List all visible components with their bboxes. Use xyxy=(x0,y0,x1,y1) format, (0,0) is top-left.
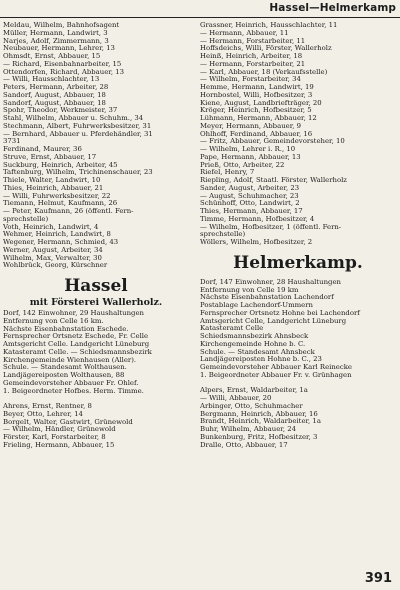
entry-line: Schünhoff, Otto, Landwirt, 2 xyxy=(200,199,300,208)
entry-line: Pape, Hermann, Abbauer, 13 xyxy=(200,152,301,161)
entry-line: — Hermann, Forstarbeiter, 11 xyxy=(200,36,306,45)
entry-line: — Wilhelm, Forstarbeiter, 34 xyxy=(200,75,301,84)
entry-line: Riepling, Adolf, Staatl. Förster, Wallerholz xyxy=(200,176,347,184)
entry-line: Thies, Heinrich, Abbauer, 21 xyxy=(3,183,104,192)
entry-line: Bergmann, Heinrich, Abbauer, 16 xyxy=(200,409,318,418)
right-column xyxy=(200,22,396,449)
entry-line: Grassner, Heinrich, Hausschlachter, 11 xyxy=(200,22,338,29)
entry-line: Spohr, Theodor, Werkmeister, 37 xyxy=(3,106,118,115)
entry-line: — Fritz, Abbauer, Gemeindevorsteher, 10 xyxy=(200,137,345,146)
entry-line: — Wilhelm, Hofbesitzer, 1 (öffentl. Fern- xyxy=(200,222,342,231)
entry-line: Thiele, Walter, Landwirt, 10 xyxy=(3,176,101,184)
entry-line: Sandorf, August, Abbauer, 18 xyxy=(3,98,106,107)
entry-line: Arbinger, Otto, Schuhmacher xyxy=(200,401,303,410)
entry-line: — Wilhelm, Lehrer i. R., 10 xyxy=(200,145,296,153)
helmerkamp-entries xyxy=(200,279,396,450)
entry-line: — Willi, Fuhrwerksbesitzer, 22 xyxy=(3,191,111,200)
entry-line: Peters, Hermann, Arbeiter, 28 xyxy=(3,83,109,91)
entry-line: Landjägereiposten Wolthausen, 88 xyxy=(3,371,125,379)
entry-line: Bunkenburg, Fritz, Hofbesitzer, 3 xyxy=(200,432,318,441)
entry-line: Heinß, Heinrich, Arbeiter, 18 xyxy=(200,52,303,60)
entry-line: Timme, Hermann, Hofbesitzer, 4 xyxy=(200,214,315,223)
entry-line: Neubauer, Hermann, Lehrer, 13 xyxy=(3,44,115,53)
entry-line: Ohmsdt, Ernst, Abbauer, 15 xyxy=(3,52,101,60)
entry-line: 3731 xyxy=(3,137,21,146)
entry-line: Thies, Hermann, Abbauer, 17 xyxy=(200,207,303,215)
entry-line: 1. Beigeordneter Abbauer Fr. v. Grünhagen xyxy=(200,370,352,379)
entry-line: — Peter, Kaufmann, 26 (öffentl. Fern- xyxy=(3,207,134,215)
entry-line: Schule. — Standesamt Ahnsbeck xyxy=(200,347,315,356)
entry-line: Hoffsdeichs, Willi, Förster, Wallerholz xyxy=(200,44,332,53)
entry-line: Förster, Karl, Forstarbeiter, 8 xyxy=(3,433,106,441)
entry-line: Landjägereiposten Hohne b. C., 23 xyxy=(200,355,322,364)
entry-line: Postablage Lachendorf-Ummern xyxy=(200,301,313,309)
entry-line: Stahl, Wilhelm, Abbauer u. Schuhm., 34 xyxy=(3,114,144,122)
directory-list-top-right xyxy=(200,22,396,247)
entry-line: Lühmann, Hermann, Abbauer, 12 xyxy=(200,114,317,122)
entry-line: Fernsprecher Ortsnetz Eschede, Fr. Celle xyxy=(3,332,149,341)
entry-line: Nächste Eisenbahnstation Lachendorf xyxy=(200,293,334,302)
entry-line: Ferdinand, Maurer, 36 xyxy=(3,145,82,153)
page-number: 391 xyxy=(364,571,392,586)
entry-line: Frieling, Hermann, Abbauer, 15 xyxy=(3,440,115,449)
entry-line: Gemeindevorsteher Abbauer Fr. Ohlef. xyxy=(3,378,139,387)
entry-line: Wehmer, Heinrich, Landwirt, 8 xyxy=(3,230,111,239)
entry-line: Stechmann, Albert, Fuhrwerksbesitzer, 31 xyxy=(3,121,152,130)
entry-line: Katasteramt Celle. — Schiedsmannsbezirk xyxy=(3,347,152,356)
entry-line: Alpers, Ernst, Waldarbeiter, 1a xyxy=(200,386,308,395)
entry-line: — Hermann, Abbauer, 11 xyxy=(200,28,289,37)
entry-line: Kiene, August, Landbriefträger, 20 xyxy=(200,98,322,107)
entry-line: Fernsprecher Ortsnetz Hohne bei Lachendorf xyxy=(200,308,360,317)
entry-line: Kirchengemeinde Hohne b. C. xyxy=(200,339,306,348)
entry-line: — Richard, Eisenbahnarbeiter, 15 xyxy=(3,59,122,68)
entry-line: 1. Beigeordneter Hofbes. Herm. Timme. xyxy=(3,386,144,395)
hassel-entries xyxy=(3,310,189,450)
entry-line: — Hermann, Forstarbeiter, 21 xyxy=(200,59,306,68)
entry-line: Meldau, Wilhelm, Bahnhofsagent xyxy=(3,22,120,29)
entry-line: Struve, Ernst, Abbauer, 17 xyxy=(3,152,97,161)
entry-line: Suckburg, Heinrich, Arbeiter, 45 xyxy=(3,160,118,169)
entry-line: Entfernung von Celle 19 km xyxy=(200,285,299,294)
entry-line: Borgelt, Walter, Gastwirt, Grünewold xyxy=(3,417,133,426)
entry-line: Dorf, 147 Einwohner, 28 Haushaltungen xyxy=(200,277,341,286)
entry-line: — Bernhard, Abbauer u. Pferdehändler, 31 xyxy=(3,129,153,138)
section-title-hassel: Hassel xyxy=(64,276,128,296)
entry-line: Kröger, Heinrich, Hofbesitzer, 5 xyxy=(200,106,312,115)
entry-line: Ahrens, Ernst, Rentner, 8 xyxy=(3,402,92,410)
entry-line: Müller, Hermann, Landwirt, 3 xyxy=(3,28,108,37)
entry-line: Wegener, Hermann, Schmied, 43 xyxy=(3,238,119,246)
entry-line: — Karl, Abbauer, 18 (Verkaufsstelle) xyxy=(200,67,328,76)
entry-line: Prieß, Otto, Arbeiter, 22 xyxy=(200,160,285,169)
entry-line: Gemeindevorsteher Abbauer Karl Reinecke xyxy=(200,363,352,371)
section-title-helmerkamp: Helmerkamp. xyxy=(233,252,363,273)
entry-line: Katasteramt Celle xyxy=(200,324,264,333)
entry-line: Wilhelm, Max, Verwalter, 30 xyxy=(3,253,102,262)
entry-line: Narjes, Adolf, Zimmermann, 3 xyxy=(3,36,109,45)
section-subtitle-hassel: mit Försterei Wallerholz. xyxy=(29,297,163,308)
entry-line: — Wilhelm, Händler, Grünewold xyxy=(3,425,116,434)
entry-line: Entfernung von Celle 16 km. xyxy=(3,316,104,325)
entry-line: Tiemann, Helmut, Kaufmann, 26 xyxy=(3,199,118,208)
entry-line: Kirchengemeinde Wienhausen (Aller). xyxy=(3,355,137,364)
entry-line: sprechstelle) xyxy=(200,230,246,239)
entry-line: — Willi, Hausschlachter, 13 xyxy=(3,75,100,84)
entry-line: Hemme, Hermann, Landwirt, 19 xyxy=(200,83,314,91)
entry-line: Riefel, Henry, 7 xyxy=(200,168,255,177)
entry-line: Dorf, 142 Einwohner, 29 Haushaltungen xyxy=(3,309,144,317)
entry-line: Buhr, Wilhelm, Abbauer, 24 xyxy=(200,425,296,433)
entry-line: Wöllers, Wilhelm, Hofbesitzer, 2 xyxy=(200,238,313,246)
entry-line: Werner, August, Arbeiter, 34 xyxy=(3,245,103,254)
entry-line: Voth, Heinrich, Landwirt, 4 xyxy=(3,222,99,231)
entry-line: Wohlbrück, Georg, Kürschner xyxy=(3,261,108,270)
running-title: Hassel—Helmerkamp xyxy=(269,2,396,14)
entry-line: Beyer, Otto, Lehrer, 14 xyxy=(3,409,83,418)
entry-line: Sandorf, August, Abbauer, 18 xyxy=(3,90,106,99)
directory-list-top-left xyxy=(3,22,189,270)
entry-line: Hornbostel, Willi, Hofbesitzer, 3 xyxy=(200,90,313,99)
entry-line: Meyer, Hermann, Abbauer, 9 xyxy=(200,121,302,130)
entry-line: Nächste Eisenbahnstation Eschede. xyxy=(3,324,129,333)
entry-line: Ottendorfen, Richard, Abbauer, 13 xyxy=(3,67,124,76)
entry-line: Ohlhoff, Ferdinand, Abbauer, 16 xyxy=(200,129,313,138)
entry-line: Sander, August, Arbeiter, 23 xyxy=(200,183,300,192)
entry-line: sprechstelle) xyxy=(3,214,49,223)
entry-line: Schiedsmannsbezirk Ahnsbeck xyxy=(200,332,309,340)
entry-line: — August, Schuhmacher, 23 xyxy=(200,191,299,200)
entry-line: Taftenburg, Wilhelm, Trichinenschauer, 23 xyxy=(3,168,153,177)
page-header xyxy=(0,0,400,18)
entry-line: Schule. — Standesamt Wolthausen. xyxy=(3,363,127,372)
entry-line: Amtsgericht Celle, Landgericht Lüneburg xyxy=(200,316,347,325)
left-column xyxy=(3,22,189,450)
entry-line: Brandt, Heinrich, Waldarbeiter, 1a xyxy=(200,417,321,426)
entry-line: Amtsgericht Celle. Landgericht Lüneburg xyxy=(3,340,150,348)
entry-line: Dralle, Otto, Abbauer, 17 xyxy=(200,440,288,449)
entry-line: — Willi, Abbauer, 20 xyxy=(200,394,272,402)
